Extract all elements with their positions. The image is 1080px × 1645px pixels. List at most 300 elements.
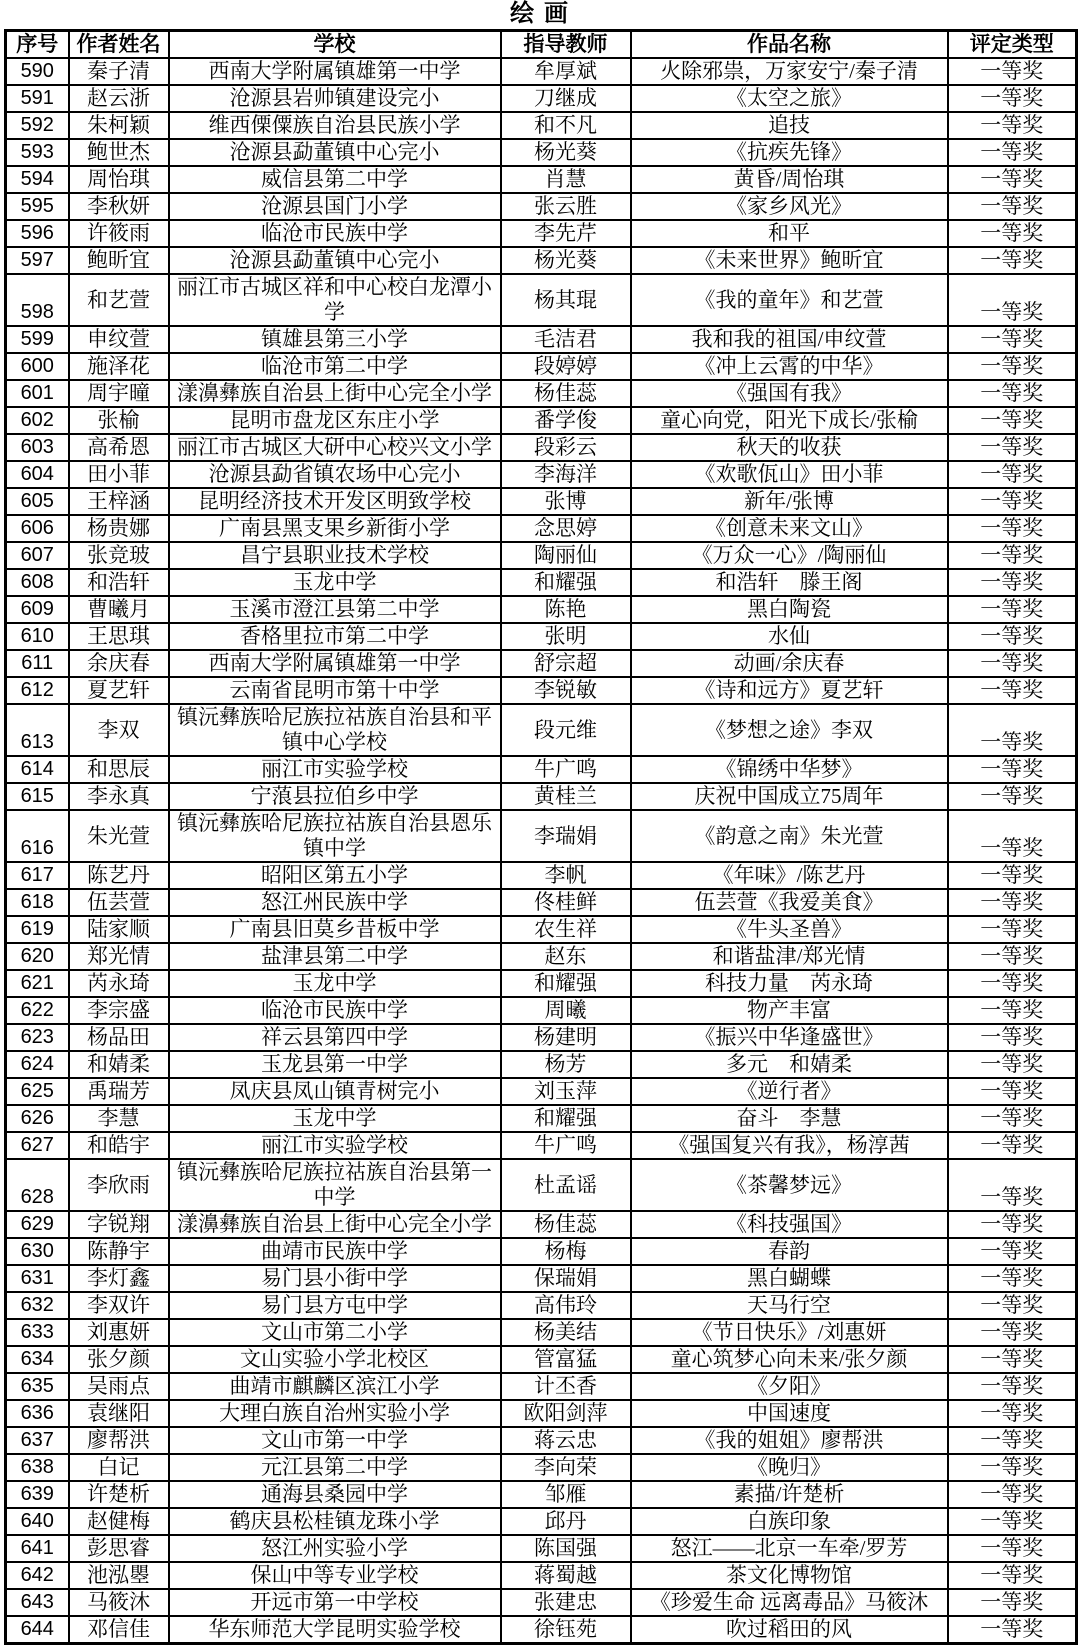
cell-school: 文山市第一中学 — [169, 1427, 501, 1454]
cell-teacher: 欧阳剑萍 — [501, 1400, 631, 1427]
cell-author: 和婧柔 — [69, 1051, 169, 1078]
table-row — [6, 1427, 1077, 1454]
cell-award: 一等奖 — [948, 1427, 1077, 1454]
cell-no: 617 — [6, 862, 69, 889]
cell-school: 临沧市民族中学 — [169, 997, 501, 1024]
cell-teacher: 番学俊 — [501, 407, 631, 434]
cell-no: 636 — [6, 1400, 69, 1427]
cell-no: 625 — [6, 1078, 69, 1105]
cell-school: 镇沅彝族哈尼族拉祜族自治县和平镇中心学校 — [169, 704, 501, 756]
cell-author: 许楚析 — [69, 1481, 169, 1508]
cell-award: 一等奖 — [948, 274, 1077, 326]
cell-work: 庆祝中国成立75周年 — [631, 783, 948, 810]
cell-author: 芮永琦 — [69, 970, 169, 997]
table-row — [6, 353, 1077, 380]
cell-work: 《万众一心》/陶丽仙 — [631, 542, 948, 569]
cell-school: 西南大学附属镇雄第一中学 — [169, 58, 501, 85]
cell-work: 《梦想之途》李双 — [631, 704, 948, 756]
cell-award: 一等奖 — [948, 139, 1077, 166]
table-row — [6, 783, 1077, 810]
cell-award: 一等奖 — [948, 1265, 1077, 1292]
cell-no: 626 — [6, 1105, 69, 1132]
cell-school: 丽江市古城区祥和中心校白龙潭小学 — [169, 274, 501, 326]
cell-school: 沧源县勐董镇中心完小 — [169, 247, 501, 274]
cell-award: 一等奖 — [948, 1589, 1077, 1616]
cell-work: 黑白陶瓷 — [631, 596, 948, 623]
cell-school: 镇雄县第三小学 — [169, 326, 501, 353]
cell-award: 一等奖 — [948, 407, 1077, 434]
cell-teacher: 杜孟谣 — [501, 1159, 631, 1211]
cell-no: 592 — [6, 112, 69, 139]
table-row — [6, 677, 1077, 704]
table-row — [6, 650, 1077, 677]
cell-school: 曲靖市民族中学 — [169, 1238, 501, 1265]
table-row — [6, 112, 1077, 139]
cell-school: 临沧市民族中学 — [169, 220, 501, 247]
cell-no: 595 — [6, 193, 69, 220]
cell-no: 644 — [6, 1616, 69, 1644]
cell-school: 镇沅彝族哈尼族拉祜族自治县第一中学 — [169, 1159, 501, 1211]
cell-work: 《强国复兴有我》，杨淳茜 — [631, 1132, 948, 1159]
table-row — [6, 623, 1077, 650]
cell-author: 周怡琪 — [69, 166, 169, 193]
cell-award: 一等奖 — [948, 1211, 1077, 1238]
cell-no: 629 — [6, 1211, 69, 1238]
cell-author: 刘惠妍 — [69, 1319, 169, 1346]
cell-work: 吹过稻田的风 — [631, 1616, 948, 1644]
table-row — [6, 1105, 1077, 1132]
cell-work: 黑白蝴蝶 — [631, 1265, 948, 1292]
cell-school: 玉龙中学 — [169, 970, 501, 997]
table-row — [6, 1319, 1077, 1346]
cell-award: 一等奖 — [948, 1616, 1077, 1644]
cell-teacher: 计丕香 — [501, 1373, 631, 1400]
cell-teacher: 高伟玲 — [501, 1292, 631, 1319]
cell-author: 朱柯颖 — [69, 112, 169, 139]
cell-no: 637 — [6, 1427, 69, 1454]
table-row — [6, 704, 1077, 756]
table-body — [6, 58, 1077, 1644]
cell-award: 一等奖 — [948, 783, 1077, 810]
table-row — [6, 1373, 1077, 1400]
table-row — [6, 515, 1077, 542]
cell-author: 邓信佳 — [69, 1616, 169, 1644]
cell-work: 怒江——北京一车牵/罗芳 — [631, 1535, 948, 1562]
cell-award: 一等奖 — [948, 1238, 1077, 1265]
cell-no: 599 — [6, 326, 69, 353]
cell-no: 608 — [6, 569, 69, 596]
cell-no: 607 — [6, 542, 69, 569]
cell-no: 594 — [6, 166, 69, 193]
cell-author: 赵云浙 — [69, 85, 169, 112]
cell-no: 609 — [6, 596, 69, 623]
cell-school: 镇沅彝族哈尼族拉祜族自治县恩乐镇中学 — [169, 810, 501, 862]
cell-author: 许筱雨 — [69, 220, 169, 247]
cell-work: 《我的童年》和艺萱 — [631, 274, 948, 326]
cell-work: 童心向党，阳光下成长/张榆 — [631, 407, 948, 434]
cell-work: 《逆行者》 — [631, 1078, 948, 1105]
cell-award: 一等奖 — [948, 704, 1077, 756]
table-row — [6, 1238, 1077, 1265]
cell-teacher: 杨光葵 — [501, 247, 631, 274]
cell-award: 一等奖 — [948, 569, 1077, 596]
cell-no: 631 — [6, 1265, 69, 1292]
cell-school: 丽江市古城区大研中心校兴文小学 — [169, 434, 501, 461]
cell-no: 630 — [6, 1238, 69, 1265]
cell-award: 一等奖 — [948, 756, 1077, 783]
cell-work: 《牛头圣兽》 — [631, 916, 948, 943]
cell-no: 590 — [6, 58, 69, 85]
cell-author: 李双 — [69, 704, 169, 756]
cell-award: 一等奖 — [948, 1346, 1077, 1373]
cell-award: 一等奖 — [948, 970, 1077, 997]
table-row — [6, 889, 1077, 916]
cell-teacher: 陈艳 — [501, 596, 631, 623]
page-title: 绘 画 — [510, 1, 570, 27]
cell-work: 《韵意之南》朱光萱 — [631, 810, 948, 862]
cell-no: 591 — [6, 85, 69, 112]
cell-award: 一等奖 — [948, 326, 1077, 353]
cell-no: 638 — [6, 1454, 69, 1481]
cell-award: 一等奖 — [948, 596, 1077, 623]
cell-no: 613 — [6, 704, 69, 756]
table-row — [6, 1481, 1077, 1508]
cell-work: 《年味》/陈艺丹 — [631, 862, 948, 889]
cell-work: 《创意未来文山》 — [631, 515, 948, 542]
cell-work: 《强国有我》 — [631, 380, 948, 407]
cell-author: 朱光萱 — [69, 810, 169, 862]
cell-author: 廖帮洪 — [69, 1427, 169, 1454]
cell-teacher: 李向荣 — [501, 1454, 631, 1481]
cell-school: 昌宁县职业技术学校 — [169, 542, 501, 569]
table-row — [6, 1562, 1077, 1589]
cell-author: 李永真 — [69, 783, 169, 810]
cell-no: 596 — [6, 220, 69, 247]
cell-author: 周宇曈 — [69, 380, 169, 407]
cell-work: 《茶馨梦远》 — [631, 1159, 948, 1211]
cell-work: 《夕阳》 — [631, 1373, 948, 1400]
cell-award: 一等奖 — [948, 353, 1077, 380]
cell-author: 王思琪 — [69, 623, 169, 650]
table-row — [6, 58, 1077, 85]
cell-no: 627 — [6, 1132, 69, 1159]
table-row — [6, 1078, 1077, 1105]
cell-work: 秋天的收获 — [631, 434, 948, 461]
cell-teacher: 毛洁君 — [501, 326, 631, 353]
cell-teacher: 杨佳蕊 — [501, 1211, 631, 1238]
cell-author: 陈静宇 — [69, 1238, 169, 1265]
table-row — [6, 1159, 1077, 1211]
table-row — [6, 862, 1077, 889]
cell-author: 字锐翔 — [69, 1211, 169, 1238]
table-row — [6, 1400, 1077, 1427]
cell-no: 616 — [6, 810, 69, 862]
cell-school: 怒江州民族中学 — [169, 889, 501, 916]
cell-no: 605 — [6, 488, 69, 515]
table-row — [6, 274, 1077, 326]
cell-teacher: 念思婷 — [501, 515, 631, 542]
cell-teacher: 管富猛 — [501, 1346, 631, 1373]
cell-work: 和浩轩 滕王阁 — [631, 569, 948, 596]
table-row — [6, 997, 1077, 1024]
cell-teacher: 李瑞娟 — [501, 810, 631, 862]
table-row — [6, 166, 1077, 193]
cell-work: 《抗疾先锋》 — [631, 139, 948, 166]
cell-no: 628 — [6, 1159, 69, 1211]
cell-no: 611 — [6, 650, 69, 677]
cell-author: 鲍昕宜 — [69, 247, 169, 274]
cell-award: 一等奖 — [948, 461, 1077, 488]
cell-award: 一等奖 — [948, 1481, 1077, 1508]
cell-author: 池泓瞾 — [69, 1562, 169, 1589]
cell-school: 广南县旧莫乡昔板中学 — [169, 916, 501, 943]
cell-school: 威信县第二中学 — [169, 166, 501, 193]
cell-award: 一等奖 — [948, 1319, 1077, 1346]
cell-school: 通海县桑园中学 — [169, 1481, 501, 1508]
cell-no: 633 — [6, 1319, 69, 1346]
cell-award: 一等奖 — [948, 193, 1077, 220]
cell-teacher: 段婷婷 — [501, 353, 631, 380]
cell-no: 614 — [6, 756, 69, 783]
cell-teacher: 赵东 — [501, 943, 631, 970]
cell-author: 王梓涵 — [69, 488, 169, 515]
cell-work: 我和我的祖国/申纹萱 — [631, 326, 948, 353]
cell-author: 鲍世杰 — [69, 139, 169, 166]
cell-work: 《珍爱生命 远离毒品》马筱沐 — [631, 1589, 948, 1616]
cell-author: 和皓宇 — [69, 1132, 169, 1159]
cell-school: 易门县小街中学 — [169, 1265, 501, 1292]
cell-work: 《冲上云霄的中华》 — [631, 353, 948, 380]
table-row — [6, 1616, 1077, 1644]
cell-school: 华东师范大学昆明实验学校 — [169, 1616, 501, 1644]
cell-work: 天马行空 — [631, 1292, 948, 1319]
cell-school: 玉溪市澄江县第二中学 — [169, 596, 501, 623]
cell-author: 郑光情 — [69, 943, 169, 970]
cell-work: 茶文化博物馆 — [631, 1562, 948, 1589]
cell-work: 伍芸萱《我爱美食》 — [631, 889, 948, 916]
cell-no: 623 — [6, 1024, 69, 1051]
cell-award: 一等奖 — [948, 380, 1077, 407]
cell-author: 张榆 — [69, 407, 169, 434]
cell-no: 640 — [6, 1508, 69, 1535]
table-row — [6, 542, 1077, 569]
cell-work: 白族印象 — [631, 1508, 948, 1535]
cell-award: 一等奖 — [948, 488, 1077, 515]
table-row — [6, 1211, 1077, 1238]
cell-author: 和思辰 — [69, 756, 169, 783]
cell-award: 一等奖 — [948, 1400, 1077, 1427]
cell-teacher: 李海洋 — [501, 461, 631, 488]
cell-author: 和艺萱 — [69, 274, 169, 326]
cell-author: 夏艺轩 — [69, 677, 169, 704]
cell-teacher: 蒋云忠 — [501, 1427, 631, 1454]
table-row — [6, 247, 1077, 274]
cell-school: 怒江州实验小学 — [169, 1535, 501, 1562]
cell-school: 盐津县第二中学 — [169, 943, 501, 970]
table-row — [6, 1265, 1077, 1292]
cell-school: 沧源县岩帅镇建设完小 — [169, 85, 501, 112]
cell-work: 《节日快乐》/刘惠妍 — [631, 1319, 948, 1346]
cell-school: 玉龙中学 — [169, 569, 501, 596]
cell-school: 丽江市实验学校 — [169, 756, 501, 783]
cell-author: 杨品田 — [69, 1024, 169, 1051]
cell-no: 634 — [6, 1346, 69, 1373]
cell-no: 619 — [6, 916, 69, 943]
cell-school: 漾濞彝族自治县上街中心完全小学 — [169, 1211, 501, 1238]
cell-author: 彭思睿 — [69, 1535, 169, 1562]
cell-teacher: 和耀强 — [501, 970, 631, 997]
cell-teacher: 杨美结 — [501, 1319, 631, 1346]
cell-teacher: 李帆 — [501, 862, 631, 889]
cell-school: 临沧市第二中学 — [169, 353, 501, 380]
cell-no: 620 — [6, 943, 69, 970]
cell-teacher: 黄桂兰 — [501, 783, 631, 810]
cell-work: 科技力量 芮永琦 — [631, 970, 948, 997]
header-row — [6, 31, 1077, 59]
cell-teacher: 周曦 — [501, 997, 631, 1024]
cell-teacher: 张博 — [501, 488, 631, 515]
column-header-teacher: 指导教师 — [501, 31, 631, 59]
cell-award: 一等奖 — [948, 85, 1077, 112]
cell-school: 宁蒗县拉伯乡中学 — [169, 783, 501, 810]
table-row — [6, 1454, 1077, 1481]
cell-work: 《我的姐姐》廖帮洪 — [631, 1427, 948, 1454]
cell-teacher: 李锐敏 — [501, 677, 631, 704]
table-row — [6, 1024, 1077, 1051]
cell-author: 张夕颜 — [69, 1346, 169, 1373]
cell-teacher: 佟桂鲜 — [501, 889, 631, 916]
cell-award: 一等奖 — [948, 220, 1077, 247]
cell-award: 一等奖 — [948, 515, 1077, 542]
cell-award: 一等奖 — [948, 943, 1077, 970]
cell-school: 保山中等专业学校 — [169, 1562, 501, 1589]
cell-no: 639 — [6, 1481, 69, 1508]
cell-no: 604 — [6, 461, 69, 488]
cell-work: 火除邪祟，万家安宁/秦子清 — [631, 58, 948, 85]
cell-award: 一等奖 — [948, 1454, 1077, 1481]
table-row — [6, 1589, 1077, 1616]
table-row — [6, 569, 1077, 596]
cell-work: 水仙 — [631, 623, 948, 650]
cell-no: 643 — [6, 1589, 69, 1616]
table-row — [6, 434, 1077, 461]
cell-school: 鹤庆县松桂镇龙珠小学 — [169, 1508, 501, 1535]
cell-award: 一等奖 — [948, 1105, 1077, 1132]
cell-no: 641 — [6, 1535, 69, 1562]
cell-school: 开远市第一中学校 — [169, 1589, 501, 1616]
cell-school: 玉龙县第一中学 — [169, 1051, 501, 1078]
cell-work: 新年/张博 — [631, 488, 948, 515]
cell-school: 昆明市盘龙区东庄小学 — [169, 407, 501, 434]
cell-work: 《未来世界》鲍昕宜 — [631, 247, 948, 274]
cell-author: 余庆春 — [69, 650, 169, 677]
column-header-work: 作品名称 — [631, 31, 948, 59]
cell-award: 一等奖 — [948, 623, 1077, 650]
column-header-author: 作者姓名 — [69, 31, 169, 59]
cell-school: 云南省昆明市第十中学 — [169, 677, 501, 704]
cell-teacher: 邱丹 — [501, 1508, 631, 1535]
cell-author: 曹曦月 — [69, 596, 169, 623]
cell-author: 袁继阳 — [69, 1400, 169, 1427]
cell-school: 曲靖市麒麟区滨江小学 — [169, 1373, 501, 1400]
table-row — [6, 85, 1077, 112]
cell-author: 禹瑞芳 — [69, 1078, 169, 1105]
cell-author: 秦子清 — [69, 58, 169, 85]
cell-award: 一等奖 — [948, 677, 1077, 704]
cell-teacher: 和耀强 — [501, 1105, 631, 1132]
cell-award: 一等奖 — [948, 1051, 1077, 1078]
cell-school: 维西傈僳族自治县民族小学 — [169, 112, 501, 139]
cell-author: 李双许 — [69, 1292, 169, 1319]
cell-teacher: 刀继成 — [501, 85, 631, 112]
cell-work: 中国速度 — [631, 1400, 948, 1427]
cell-school: 沧源县勐省镇农场中心完小 — [169, 461, 501, 488]
column-header-school: 学校 — [169, 31, 501, 59]
cell-no: 606 — [6, 515, 69, 542]
cell-teacher: 杨佳蕊 — [501, 380, 631, 407]
cell-teacher: 农生祥 — [501, 916, 631, 943]
cell-author: 申纹萱 — [69, 326, 169, 353]
cell-work: 《欢歌佤山》田小菲 — [631, 461, 948, 488]
cell-school: 祥云县第四中学 — [169, 1024, 501, 1051]
cell-school: 易门县方屯中学 — [169, 1292, 501, 1319]
cell-author: 白记 — [69, 1454, 169, 1481]
table-row — [6, 943, 1077, 970]
cell-teacher: 陶丽仙 — [501, 542, 631, 569]
cell-school: 广南县黑支果乡新街小学 — [169, 515, 501, 542]
cell-school: 玉龙中学 — [169, 1105, 501, 1132]
cell-school: 文山实验小学北校区 — [169, 1346, 501, 1373]
cell-no: 612 — [6, 677, 69, 704]
cell-work: 物产丰富 — [631, 997, 948, 1024]
cell-author: 杨贵娜 — [69, 515, 169, 542]
cell-teacher: 杨梅 — [501, 1238, 631, 1265]
cell-work: 和平 — [631, 220, 948, 247]
cell-teacher: 徐钰苑 — [501, 1616, 631, 1644]
cell-school: 沧源县国门小学 — [169, 193, 501, 220]
cell-author: 陆家顺 — [69, 916, 169, 943]
cell-author: 赵健梅 — [69, 1508, 169, 1535]
cell-author: 吴雨点 — [69, 1373, 169, 1400]
cell-author: 伍芸萱 — [69, 889, 169, 916]
cell-work: 追技 — [631, 112, 948, 139]
cell-no: 615 — [6, 783, 69, 810]
cell-award: 一等奖 — [948, 916, 1077, 943]
cell-work: 黄昏/周怡琪 — [631, 166, 948, 193]
cell-teacher: 杨光葵 — [501, 139, 631, 166]
cell-author: 李欣雨 — [69, 1159, 169, 1211]
cell-author: 李宗盛 — [69, 997, 169, 1024]
cell-school: 文山市第二小学 — [169, 1319, 501, 1346]
cell-award: 一等奖 — [948, 112, 1077, 139]
cell-award: 一等奖 — [948, 889, 1077, 916]
cell-award: 一等奖 — [948, 434, 1077, 461]
cell-no: 622 — [6, 997, 69, 1024]
cell-no: 621 — [6, 970, 69, 997]
table-row — [6, 407, 1077, 434]
table-row — [6, 596, 1077, 623]
cell-teacher: 保瑞娟 — [501, 1265, 631, 1292]
cell-author: 和浩轩 — [69, 569, 169, 596]
cell-school: 凤庆县凤山镇青树完小 — [169, 1078, 501, 1105]
cell-author: 李慧 — [69, 1105, 169, 1132]
cell-teacher: 段元维 — [501, 704, 631, 756]
cell-work: 动画/余庆春 — [631, 650, 948, 677]
cell-award: 一等奖 — [948, 1373, 1077, 1400]
cell-school: 大理白族自治州实验小学 — [169, 1400, 501, 1427]
cell-work: 《科技强国》 — [631, 1211, 948, 1238]
cell-no: 602 — [6, 407, 69, 434]
